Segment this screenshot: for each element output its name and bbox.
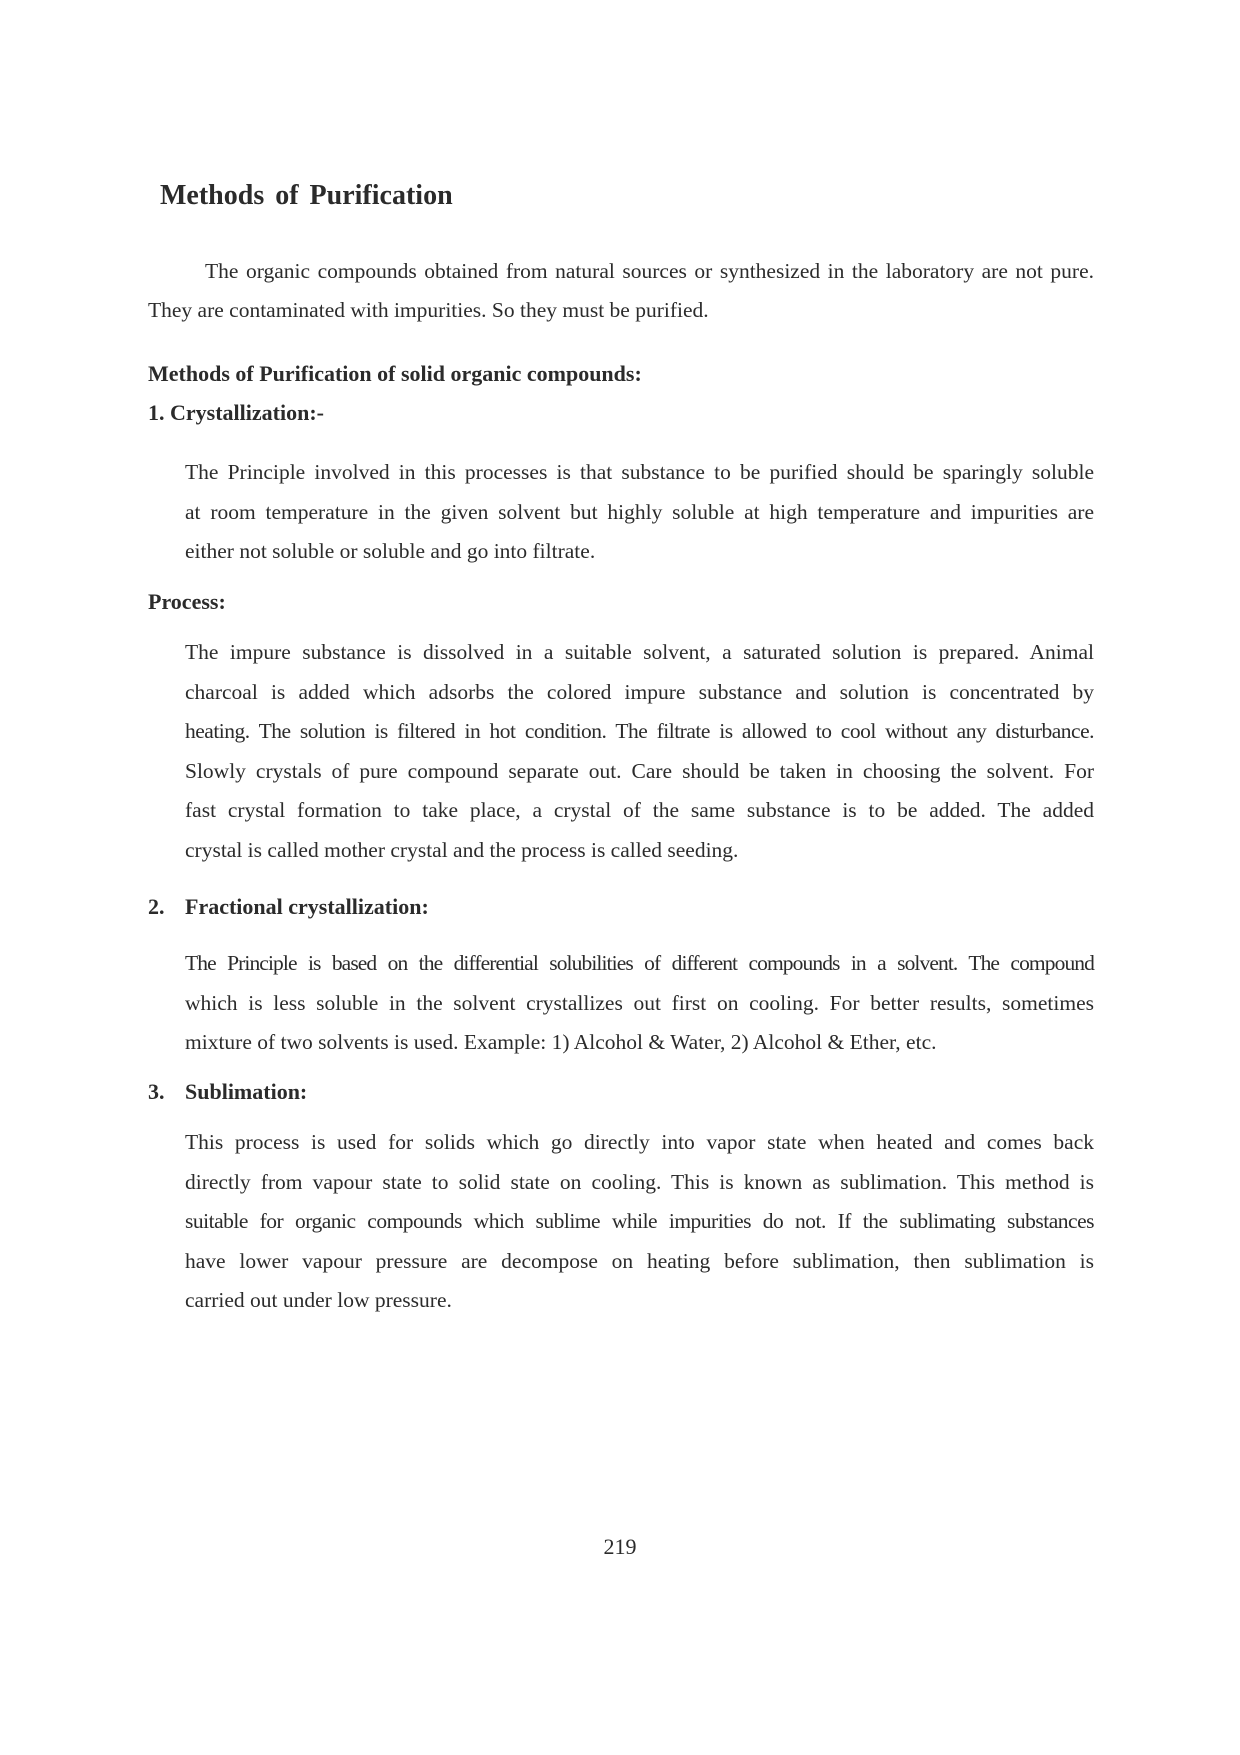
fractional-crystallization-heading xyxy=(148,891,429,923)
sublimation-line-4: have lower vapour pressure are decompose on heating before sublimation, then sublimation is xyxy=(185,1248,1094,1273)
sublimation-paragraph xyxy=(185,1123,1094,1321)
crystallization-line-2: at room temperature in the given solvent but highly soluble at high temperature and impurities are xyxy=(185,499,1094,524)
process-line-2: charcoal is added which adsorbs the colored impure substance and solution is concentrated by xyxy=(185,679,1094,704)
fractional-line-3: mixture of two solvents is used. Example: 1) Alcohol & Water, 2) Alcohol & Ether, etc. xyxy=(185,1030,937,1054)
page-number: 219 xyxy=(603,1534,637,1559)
sublimation-line-2: directly from vapour state to solid state on cooling. This is known as sublimation. This method is xyxy=(185,1169,1094,1194)
process-line-4: Slowly crystals of pure compound separate out. Care should be taken in choosing the solvent. For xyxy=(185,758,1094,783)
process-line-3: heating. The solution is filtered in hot condition. The filtrate is allowed to cool without any disturbance. xyxy=(185,719,1094,743)
page-title: Methods of Purification xyxy=(160,180,453,211)
sublimation-heading-text: Sublimation: xyxy=(185,1079,308,1104)
process-heading: Process: xyxy=(148,589,226,614)
process-line-6: crystal is called mother crystal and the process is called seeding. xyxy=(185,837,739,862)
process-line-1: The impure substance is dissolved in a suitable solvent, a saturated solution is prepared. Animal xyxy=(185,640,1094,664)
intro-paragraph: The organic compounds obtained from natural sources or synthesized in the laboratory are not pure. They are contaminated with impurities. So they must be purified. xyxy=(148,259,1094,322)
process-paragraph xyxy=(185,633,1094,870)
sublimation-heading xyxy=(148,1076,307,1108)
sublimation-line-3: suitable for organic compounds which sublime while impurities do not. If the sublimating substances xyxy=(185,1209,1094,1233)
crystallization-heading: 1. Crystallization:- xyxy=(148,400,324,425)
sublimation-number: 3. xyxy=(148,1079,165,1104)
process-line-5: fast crystal formation to take place, a crystal of the same substance is to be added. The added xyxy=(185,798,1094,822)
fractional-number: 2. xyxy=(148,894,165,919)
solid-compounds-heading: Methods of Purification of solid organic compounds: xyxy=(148,361,642,386)
sublimation-line-5: carried out under low pressure. xyxy=(185,1288,452,1312)
crystallization-line-1: The Principle involved in this processes is that substance to be purified should be sparingly soluble xyxy=(185,460,1094,484)
fractional-heading-text: Fractional crystallization: xyxy=(185,894,429,919)
crystallization-line-3: either not soluble or soluble and go into filtrate. xyxy=(185,539,596,563)
fractional-line-2: which is less soluble in the solvent crystallizes out first on cooling. For better results, sometimes xyxy=(185,990,1094,1015)
crystallization-paragraph xyxy=(185,453,1094,572)
sublimation-line-1: This process is used for solids which go directly into vapor state when heated and comes back xyxy=(185,1130,1094,1154)
fractional-line-1: The Principle is based on the differential solubilities of different compounds in a solvent. The compound xyxy=(185,951,1094,975)
fractional-paragraph xyxy=(185,944,1094,1063)
